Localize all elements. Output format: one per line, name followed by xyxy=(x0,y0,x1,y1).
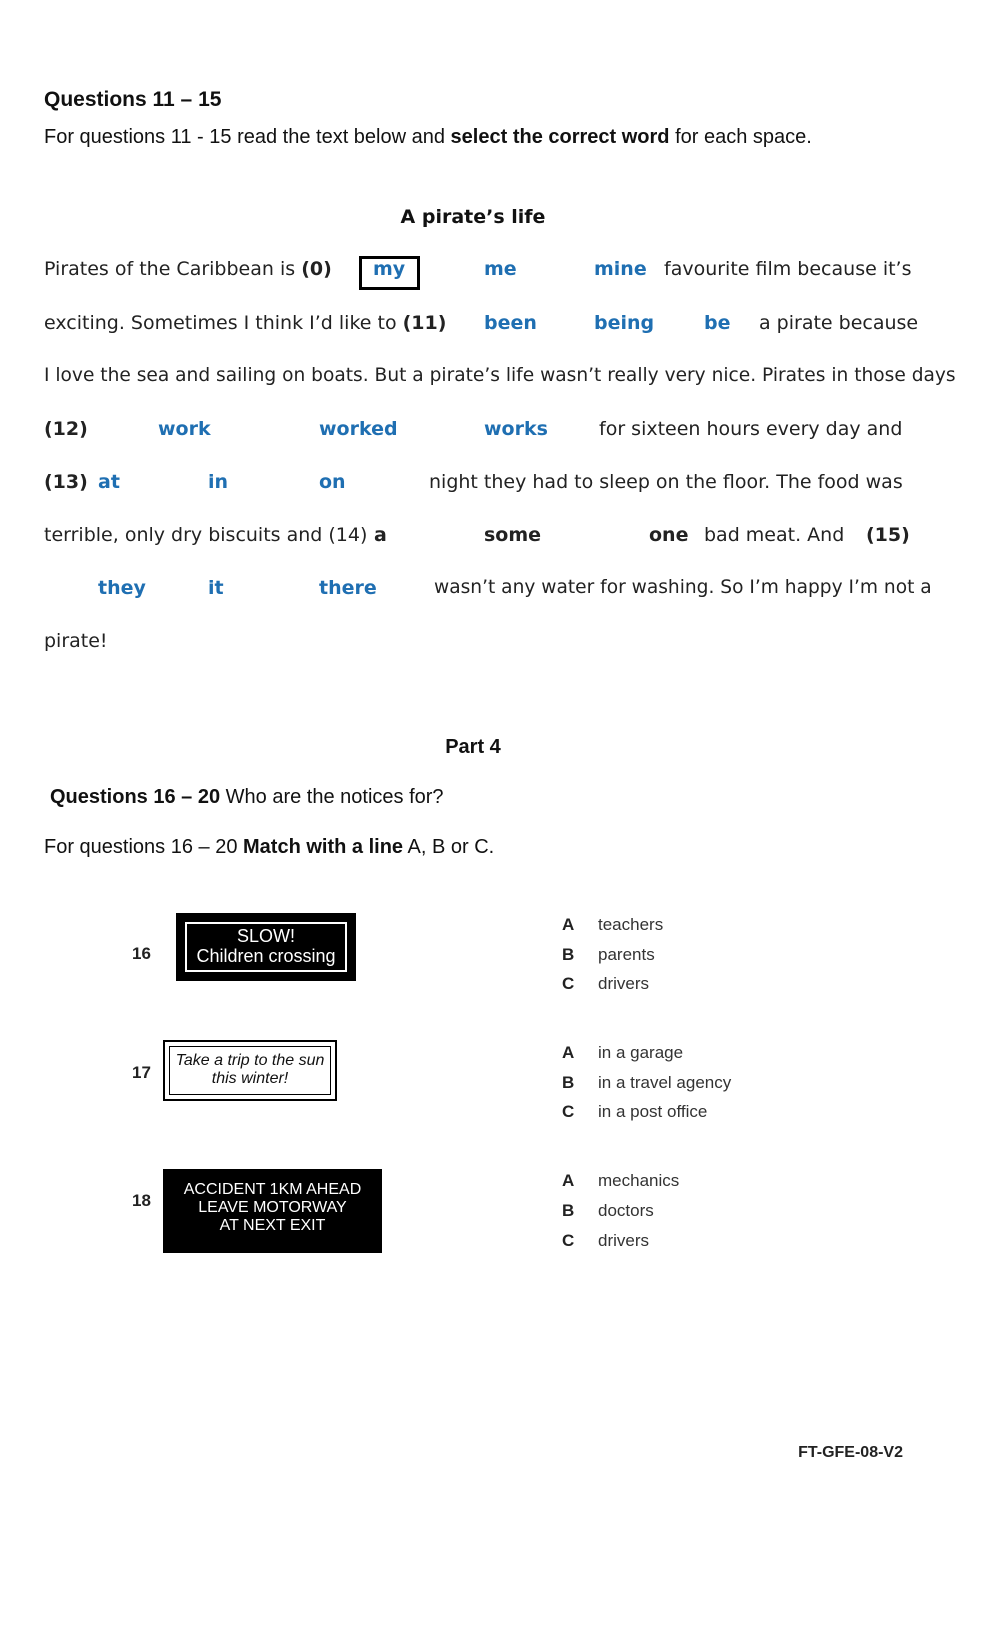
notice-16-option-c[interactable]: drivers xyxy=(598,974,650,993)
option-q12-work[interactable]: work xyxy=(158,418,211,440)
instructions-text-end: for each space. xyxy=(669,126,812,148)
notice-17-option-a[interactable]: in a garage xyxy=(598,1043,684,1062)
option-q14-one[interactable]: one xyxy=(649,524,689,546)
passage-line-3: I love the sea and sailing on boats. But a pirate’s life wasn’t really very nice. Pirates in those days xyxy=(44,365,956,386)
passage-line-1 xyxy=(44,258,332,280)
notice-18-line-1: ACCIDENT 1KM AHEAD xyxy=(183,1181,362,1198)
notice-17-option-c[interactable]: in a post office xyxy=(598,1102,708,1121)
part4-instructions xyxy=(44,836,494,859)
question-number-0: (0) xyxy=(301,258,332,280)
option-q0-mine[interactable]: mine xyxy=(594,258,647,280)
notice-number-16: 16 xyxy=(132,944,151,963)
question-number-11: (11) xyxy=(402,312,447,334)
option-q11-being[interactable]: being xyxy=(594,312,655,334)
notice-18-option-letter-b: B xyxy=(562,1201,575,1220)
notice-number-18: 18 xyxy=(132,1191,151,1210)
option-q0-me[interactable]: me xyxy=(484,258,517,280)
option-q15-they[interactable]: they xyxy=(98,577,146,599)
option-q15-it[interactable]: it xyxy=(208,577,224,599)
passage-text-after-13: night they had to sleep on the floor. The food was xyxy=(429,471,903,493)
notice-17-option-b[interactable]: in a travel agency xyxy=(598,1073,732,1092)
option-q11-been[interactable]: been xyxy=(484,312,537,334)
part4-instructions-emphasis: Match with a line xyxy=(243,836,404,858)
notice-17-line-1: Take a trip to the sun xyxy=(175,1052,325,1069)
passage-text-after-12: for sixteen hours every day and xyxy=(599,418,903,440)
notice-18-line-2: LEAVE MOTORWAY xyxy=(198,1199,347,1216)
part4-title: Part 4 xyxy=(445,736,501,758)
option-q13-on[interactable]: on xyxy=(319,471,346,493)
option-q14-a[interactable]: a xyxy=(374,524,387,546)
instructions-text: For questions 11 - 15 read the text below and xyxy=(44,126,451,148)
notice-18-option-letter-a: A xyxy=(562,1171,575,1190)
notice-18-line-3: AT NEXT EXIT xyxy=(219,1217,326,1234)
option-q0-my[interactable]: my xyxy=(373,258,406,280)
passage-line-6: terrible, only dry biscuits and (14) xyxy=(44,524,368,546)
notice-18-sign xyxy=(163,1169,382,1253)
notice-18-option-b[interactable]: doctors xyxy=(598,1201,654,1220)
notice-16-option-letter-b: B xyxy=(562,945,575,964)
option-q13-at[interactable]: at xyxy=(98,471,120,493)
passage-text-after-0: favourite film because it’s xyxy=(664,258,912,280)
part4-question-subtitle: Who are the notices for? xyxy=(220,786,444,808)
passage-line-2 xyxy=(44,312,446,334)
question-number-12: (12) xyxy=(44,418,88,440)
notice-16-line-2: Children crossing xyxy=(196,946,336,966)
option-q13-in[interactable]: in xyxy=(208,471,229,493)
notice-17-option-letter-a: A xyxy=(562,1043,575,1062)
notice-16-line-1: SLOW! xyxy=(236,926,295,946)
notice-18-option-letter-c: C xyxy=(562,1231,575,1250)
option-q12-worked[interactable]: worked xyxy=(319,418,398,440)
notice-18-option-c[interactable]: drivers xyxy=(598,1231,650,1250)
part4-question-title: Questions 16 – 20 xyxy=(50,786,221,808)
notice-16-option-a[interactable]: teachers xyxy=(598,915,664,934)
part4-instructions-text: For questions 16 – 20 xyxy=(44,836,244,858)
instructions-emphasis: select the correct word xyxy=(450,126,670,148)
notice-16-sign xyxy=(176,913,356,981)
notice-16-option-b[interactable]: parents xyxy=(598,945,655,964)
question-number-15: (15) xyxy=(866,524,910,546)
passage-text-after-14: bad meat. And xyxy=(704,524,845,546)
notice-number-17: 17 xyxy=(132,1063,151,1082)
passage-text: Pirates of the Caribbean is xyxy=(44,258,302,280)
footer-code: FT-GFE-08-V2 xyxy=(798,1444,903,1461)
question-number-13: (13) xyxy=(44,471,88,493)
notice-17-option-letter-b: B xyxy=(562,1073,575,1092)
notice-16-option-letter-c: C xyxy=(562,974,575,993)
passage-text-after-15: wasn’t any water for washing. So I’m happy I’m not a xyxy=(434,577,932,598)
option-q11-be[interactable]: be xyxy=(704,312,731,334)
passage-text-after-11: a pirate because xyxy=(759,312,919,334)
passage-title: A pirate’s life xyxy=(400,206,546,228)
instructions xyxy=(44,126,812,149)
option-q12-works[interactable]: works xyxy=(484,418,548,440)
passage-text: exciting. Sometimes I think I’d like to xyxy=(44,312,403,334)
notice-18-option-a[interactable]: mechanics xyxy=(598,1171,680,1190)
notice-16-option-letter-a: A xyxy=(562,915,575,934)
part4-instructions-text-end: A, B or C. xyxy=(403,836,495,858)
option-q15-there[interactable]: there xyxy=(319,577,377,599)
questions-heading: Questions 11 – 15 xyxy=(44,88,222,111)
notice-17-option-letter-c: C xyxy=(562,1102,575,1121)
notice-17-line-2: this winter! xyxy=(211,1070,289,1087)
notice-17-sign xyxy=(163,1040,337,1101)
part4-question-heading xyxy=(50,786,444,809)
option-q14-some[interactable]: some xyxy=(484,524,542,546)
passage-line-8: pirate! xyxy=(44,630,108,652)
